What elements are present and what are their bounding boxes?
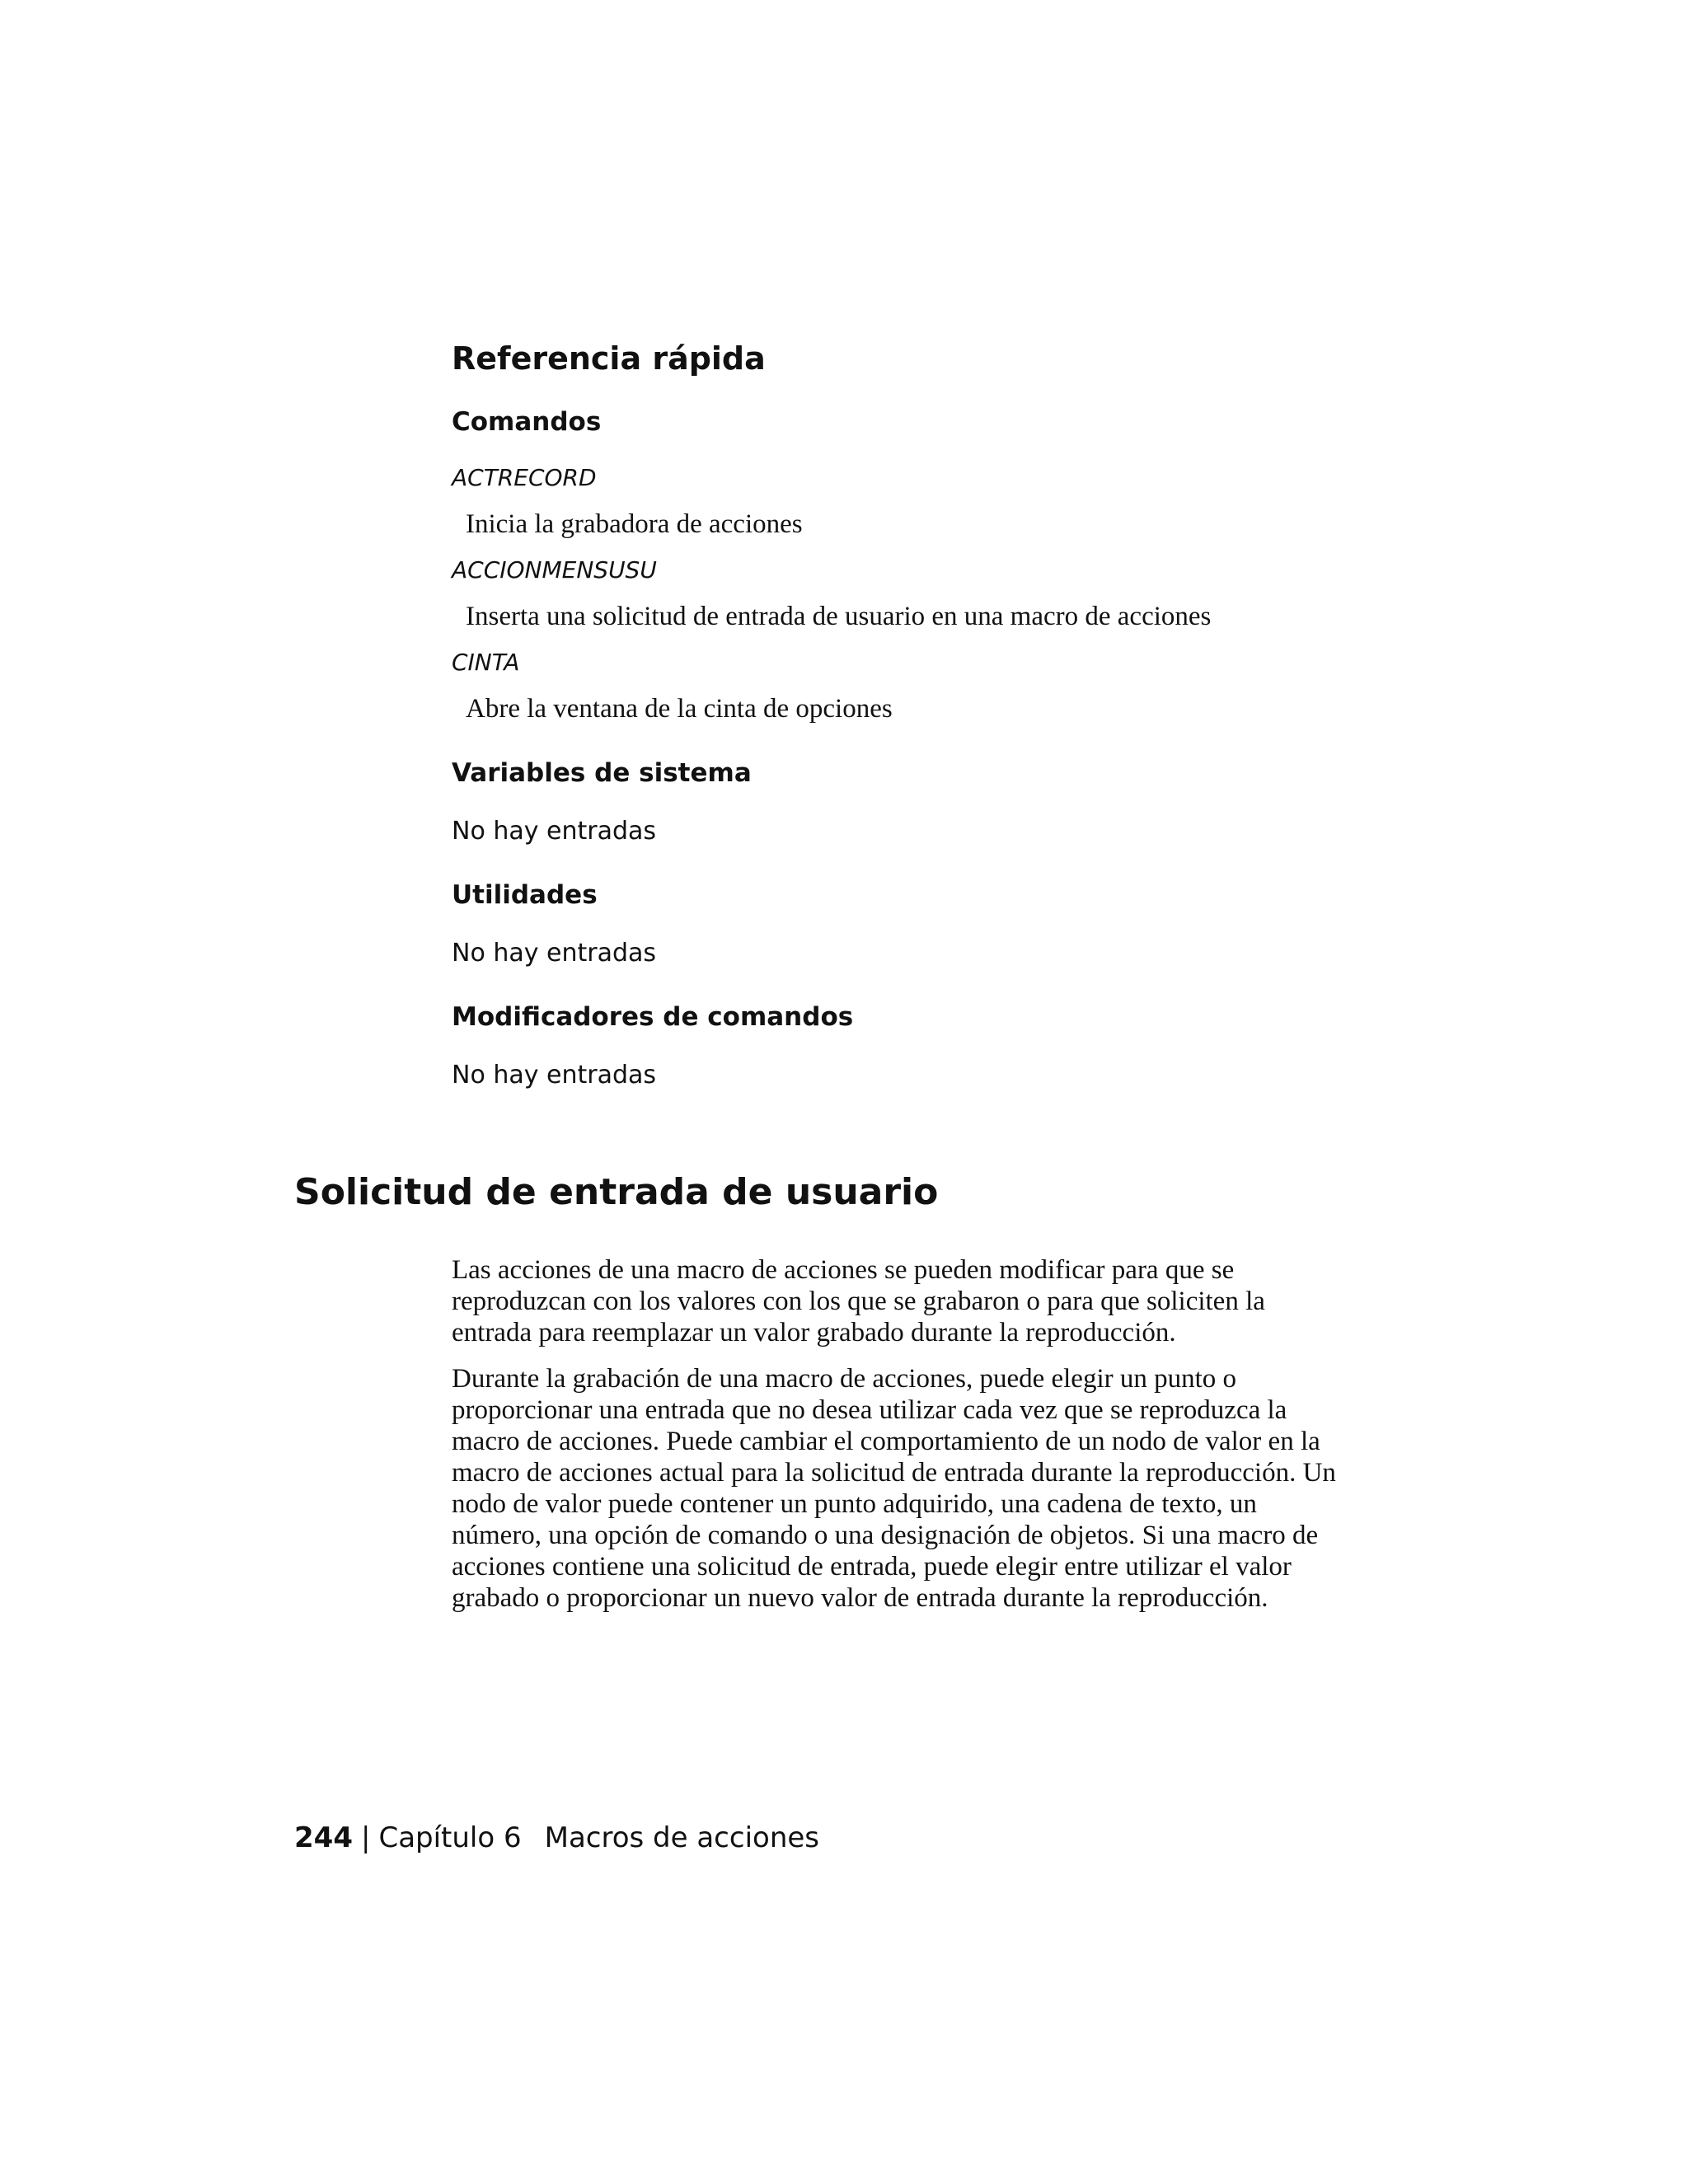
sysvars-heading: Variables de sistema bbox=[452, 758, 752, 788]
utilities-text: No hay entradas bbox=[452, 939, 657, 968]
page-number: 244 bbox=[294, 1821, 353, 1854]
footer-chapter: Capítulo 6 bbox=[378, 1821, 522, 1854]
section-title: Solicitud de entrada de usuario bbox=[294, 1171, 939, 1213]
sysvars-text: No hay entradas bbox=[452, 817, 657, 846]
modifiers-heading: Modificadores de comandos bbox=[452, 1002, 854, 1032]
command-description: Inicia la grabadora de acciones bbox=[466, 509, 803, 539]
command-name: CINTA bbox=[452, 649, 520, 676]
command-name: ACCIONMENSUSU bbox=[452, 556, 657, 583]
body-paragraph: Durante la grabación de una macro de acciones, puede elegir un punto o proporcionar una entrada que no desea utilizar cada vez que se reproduzca la macro de acciones. Puede cambiar el comportamiento de un nodo de valor en la macro de acciones actual para la solicitud de entrada durante la reproducción. Un nodo de valor puede contener un punto adquirido, una cadena de texto, un número, una opción de comando o una designación de objetos. Si una macro de acciones contiene una solicitud de entrada, puede elegir entre utilizar el valor grabado o proporcionar un nuevo valor de entrada durante la reproducción. bbox=[452, 1364, 1336, 1613]
commands-list bbox=[452, 462, 1358, 727]
page-footer bbox=[294, 1820, 819, 1856]
section-body bbox=[452, 1254, 1340, 1629]
command-description: Inserta una solicitud de entrada de usuario en una macro de acciones bbox=[466, 602, 1212, 631]
footer-separator: | bbox=[360, 1821, 371, 1854]
modifiers-text: No hay entradas bbox=[452, 1061, 657, 1090]
footer-chapter-title: Macros de acciones bbox=[544, 1821, 820, 1854]
command-description: Abre la ventana de la cinta de opciones bbox=[466, 694, 893, 724]
body-paragraph: Las acciones de una macro de acciones se pueden modificar para que se reproduzcan con los valores con los que se grabaron o para que soliciten la entrada para reemplazar un valor grabado durante la reproducción. bbox=[452, 1255, 1265, 1347]
quick-reference-title: Referencia rápida bbox=[452, 340, 766, 377]
quick-reference-block bbox=[452, 338, 1358, 1093]
command-name: ACTRECORD bbox=[452, 464, 597, 491]
commands-heading: Comandos bbox=[452, 407, 602, 437]
utilities-heading: Utilidades bbox=[452, 880, 598, 910]
